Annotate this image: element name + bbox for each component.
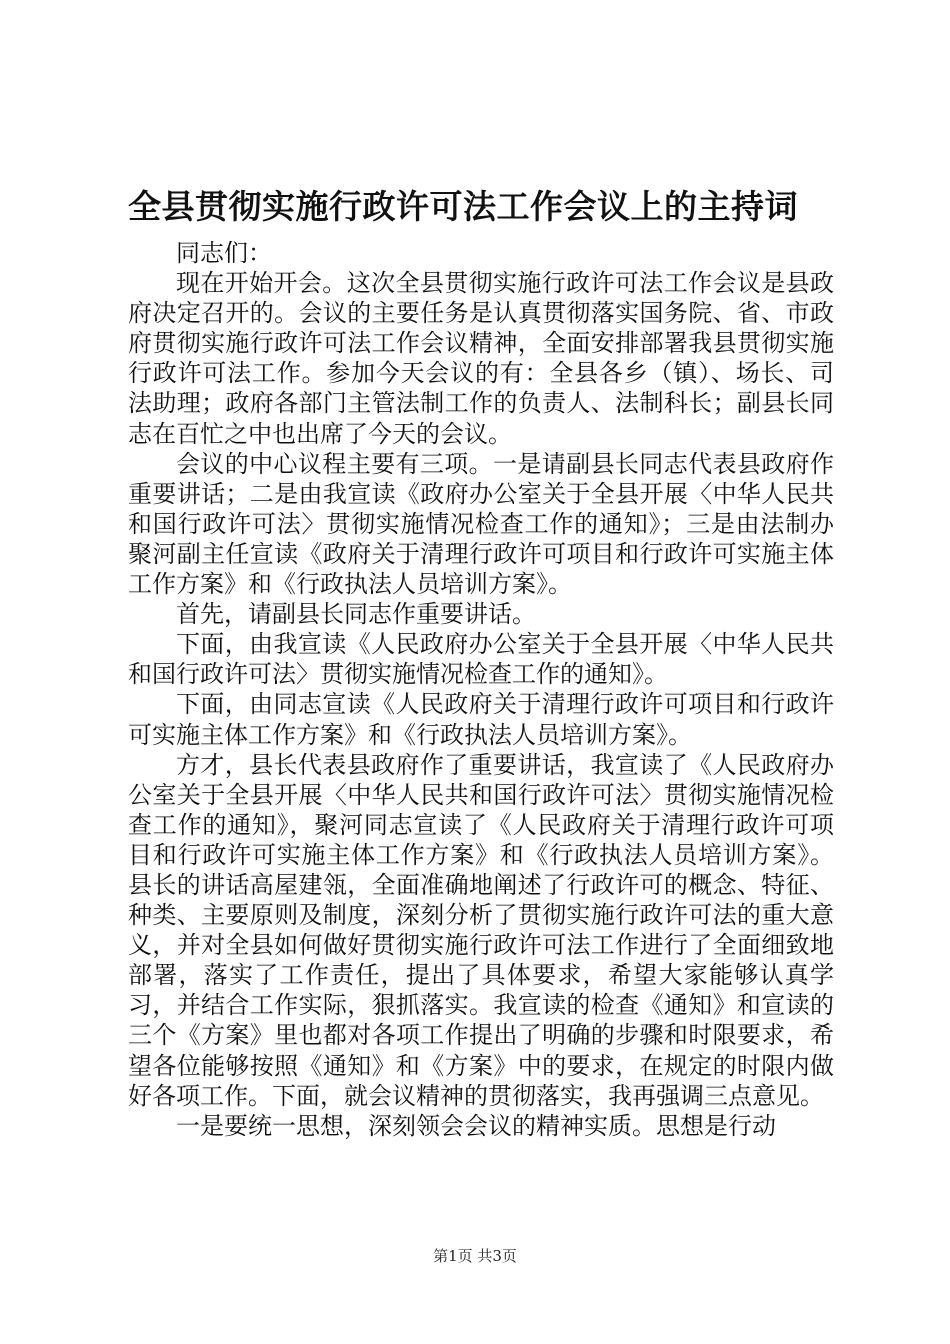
paragraph-read-notice: 下面，由我宣读《人民政府办公室关于全县开展〈中华人民共和国行政许可法〉贯彻实施情况检查工作的通知》。 <box>128 630 834 689</box>
paragraph-first-speech: 首先，请副县长同志作重要讲话。 <box>176 600 536 629</box>
document-title: 全县贯彻实施行政许可法工作会议上的主持词 <box>128 187 798 226</box>
paragraph-salutation: 同志们： <box>176 239 272 267</box>
paragraph-point-one: 一是要统一思想，深刻领会会议的精神实质。思想是行动 <box>176 1111 776 1140</box>
paragraph-summary: 方才，县长代表县政府作了重要讲话，我宣读了《人民政府办公室关于全县开展〈中华人民共和国行政许可法〉贯彻实施情况检查工作的通知》，聚河同志宣读了《人民政府关于清理行政许可项目和行政许可实施主体工作方案》和《行政执法人员培训方案》。县长的讲话高屋建瓴，全面准确地阐述了行政许可的概念、特征、种类、主要原则及制度，深刻分析了贯彻实施行政许可法的重大意义，并对全县如何做好贯彻实施行政许可法工作进行了全面细致地部署，落实了工作责任，提出了具体要求，希望大家能够认真学习，并结合工作实际，狠抓落实。我宣读的检查《通知》和宣读的三个《方案》里也都对各项工作提出了明确的步骤和时限要求，希望各位能够按照《通知》和《方案》中的要求，在规定的时限内做好各项工作。下面，就会议精神的贯彻落实，我再强调三点意见。 <box>128 750 834 1110</box>
paragraph-agenda: 会议的中心议程主要有三项。一是请副县长同志代表县政府作重要讲话；二是由我宣读《政府办公室关于全县开展〈中华人民共和国行政许可法〉贯彻实施情况检查工作的通知》；三是由法制办聚河副主任宣读《政府关于清理行政许可项目和行政许可实施主体工作方案》和《行政执法人员培训方案》。 <box>128 449 834 599</box>
paragraph-opening: 现在开始开会。这次全县贯彻实施行政许可法工作会议是县政府决定召开的。会议的主要任务是认真贯彻落实国务院、省、市政府贯彻实施行政许可法工作会议精神，全面安排部署我县贯彻实施行政许可法工作。参加今天会议的有：全县各乡（镇）、场长、司法助理；政府各部门主管法制工作的负责人、法制科长；副县长同志在百忙之中也出席了今天的会议。 <box>128 269 834 448</box>
paragraph-read-plans: 下面，由同志宣读《人民政府关于清理行政许可项目和行政许可实施主体工作方案》和《行政执法人员培训方案》。 <box>128 690 834 749</box>
page-number-footer: 第1页 共3页 <box>433 1247 517 1265</box>
document-body <box>128 238 834 1141</box>
